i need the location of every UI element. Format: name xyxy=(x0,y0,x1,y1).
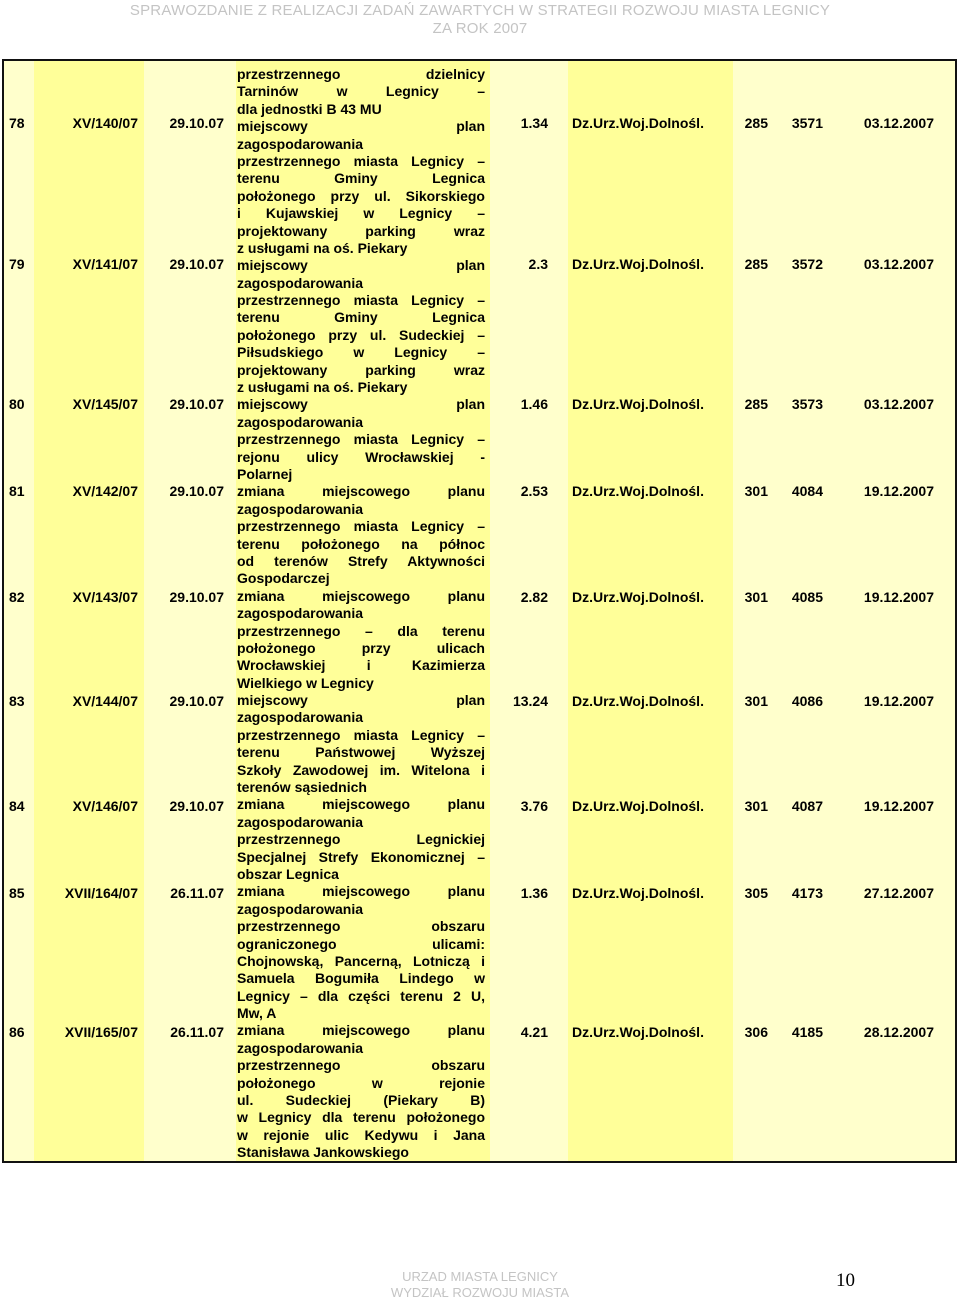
column-band-resolution xyxy=(34,61,144,1161)
description-line: terenu położonego na północ xyxy=(237,535,485,552)
resolution-date: 26.11.07 xyxy=(170,885,224,901)
journal-name: Dz.Urz.Woj.Dolnośl. xyxy=(572,115,704,131)
journal-volume: 301 xyxy=(744,483,768,499)
resolution-number: XV/142/07 xyxy=(72,483,138,499)
description-line: przestrzennego dzielnicy xyxy=(237,66,485,82)
description-line: przestrzennego Legnickiej xyxy=(237,831,485,848)
description-line: przestrzennego miasta Legnicy – xyxy=(237,726,485,743)
description-line: terenu Gminy Legnica xyxy=(237,170,485,187)
journal-volume: 285 xyxy=(744,396,768,412)
description-line: z usługami na oś. Piekary xyxy=(237,239,408,256)
journal-name: Dz.Urz.Woj.Dolnośl. xyxy=(572,483,704,499)
description-line: projektowany parking wraz xyxy=(237,222,485,239)
resolution-number: XV/146/07 xyxy=(72,798,138,814)
description-line: Chojnowską, Pancerną, Lotniczą i xyxy=(237,952,485,969)
journal-item: 4084 xyxy=(791,483,823,499)
description-line: projektowany parking wraz xyxy=(237,361,485,378)
area-ha: 4.21 xyxy=(520,1024,548,1040)
table-row xyxy=(4,394,955,414)
row-number: 83 xyxy=(9,693,25,709)
table-row xyxy=(4,796,955,816)
description-column xyxy=(237,66,485,1162)
running-header-year: ZA ROK 2007 xyxy=(432,20,528,37)
journal-name: Dz.Urz.Woj.Dolnośl. xyxy=(572,589,704,605)
area-ha: 1.34 xyxy=(520,115,548,131)
journal-volume: 306 xyxy=(744,1024,768,1040)
journal-volume: 305 xyxy=(744,885,768,901)
description-line: miejscowy plan xyxy=(237,396,485,413)
resolution-number: XVII/164/07 xyxy=(64,885,138,901)
description-line: od terenów Strefy Aktywności xyxy=(237,552,485,569)
page-number: 10 xyxy=(836,1270,855,1291)
description-line: zagospodarowania xyxy=(237,900,364,917)
resolution-number: XVII/165/07 xyxy=(64,1024,138,1040)
description-line: Mw, A xyxy=(237,1005,277,1022)
table-row xyxy=(4,883,955,903)
resolution-date: 29.10.07 xyxy=(169,256,224,272)
row-number: 79 xyxy=(9,256,25,272)
resolution-number: XV/145/07 xyxy=(72,396,138,412)
description-line: położonego w rejonie xyxy=(237,1074,485,1091)
description-line: Gospodarczej xyxy=(237,570,330,587)
row-number: 78 xyxy=(9,115,25,131)
description-line: zmiana miejscowego planu xyxy=(237,796,485,813)
area-ha: 3.76 xyxy=(520,798,548,814)
publication-date: 03.12.2007 xyxy=(863,396,934,412)
row-number: 80 xyxy=(9,396,25,412)
table-row xyxy=(4,481,955,501)
journal-name: Dz.Urz.Woj.Dolnośl. xyxy=(572,693,704,709)
description-line: zagospodarowania xyxy=(237,135,364,152)
description-line: Stanisława Jankowskiego xyxy=(237,1144,409,1161)
journal-item: 4173 xyxy=(791,885,823,901)
row-number: 85 xyxy=(9,885,25,901)
resolution-number: XV/143/07 xyxy=(72,589,138,605)
description-line: zmiana miejscowego planu xyxy=(237,483,485,500)
description-line: ul. Sudeckiej (Piekary B) xyxy=(237,1092,485,1109)
journal-volume: 285 xyxy=(744,256,768,272)
plans-table xyxy=(2,59,957,1163)
description-line: obszar Legnica xyxy=(237,865,339,882)
publication-date: 28.12.2007 xyxy=(863,1024,934,1040)
resolution-date: 29.10.07 xyxy=(169,798,224,814)
description-line: zmiana miejscowego planu xyxy=(237,1022,485,1039)
journal-volume: 301 xyxy=(744,589,768,605)
description-line: Piłsudskiego w Legnicy – xyxy=(237,344,485,361)
publication-date: 19.12.2007 xyxy=(863,483,934,499)
description-line: zmiana miejscowego planu xyxy=(237,587,485,604)
description-line: miejscowy plan xyxy=(237,692,485,709)
area-ha: 1.36 xyxy=(520,885,548,901)
footer-department: WYDZIAŁ ROZWOJU MIASTA xyxy=(390,1285,570,1300)
description-line: przestrzennego obszaru xyxy=(237,918,485,935)
journal-name: Dz.Urz.Woj.Dolnośl. xyxy=(572,396,704,412)
resolution-date: 29.10.07 xyxy=(169,693,224,709)
table-row xyxy=(4,691,955,711)
table-row xyxy=(4,254,955,274)
description-line: przestrzennego miasta Legnicy – xyxy=(237,431,485,448)
journal-item: 3573 xyxy=(791,396,823,412)
publication-date: 19.12.2007 xyxy=(863,693,934,709)
description-line: rejonu ulicy Wrocławskiej - xyxy=(237,448,485,465)
description-line: przestrzennego miasta Legnicy – xyxy=(237,152,485,169)
journal-volume: 301 xyxy=(744,798,768,814)
description-line: przestrzennego obszaru xyxy=(237,1057,485,1074)
journal-item: 3572 xyxy=(791,256,823,272)
description-line: położonego przy ul. Sikorskiego xyxy=(237,187,485,204)
description-line: Wielkiego w Legnicy xyxy=(237,674,374,691)
description-line: terenu Państwowej Wyższej xyxy=(237,744,485,761)
area-ha: 1.46 xyxy=(520,396,548,412)
journal-item: 3571 xyxy=(791,115,823,131)
journal-name: Dz.Urz.Woj.Dolnośl. xyxy=(572,256,704,272)
description-line: terenu Gminy Legnica xyxy=(237,309,485,326)
journal-name: Dz.Urz.Woj.Dolnośl. xyxy=(572,798,704,814)
description-line: zagospodarowania xyxy=(237,500,364,517)
publication-date: 03.12.2007 xyxy=(863,256,934,272)
journal-item: 4086 xyxy=(791,693,823,709)
journal-name: Dz.Urz.Woj.Dolnośl. xyxy=(572,885,704,901)
resolution-date: 29.10.07 xyxy=(169,396,224,412)
description-line: zagospodarowania xyxy=(237,1039,364,1056)
journal-volume: 301 xyxy=(744,693,768,709)
description-line: położonego przy ulicach xyxy=(237,639,485,656)
description-line: Legnicy – dla części terenu 2 U, xyxy=(237,987,485,1004)
footer-office: URZAD MIASTA LEGNICY xyxy=(402,1269,558,1284)
description-line: zagospodarowania xyxy=(237,709,364,726)
area-ha: 13.24 xyxy=(512,693,548,709)
description-line: zagospodarowania xyxy=(237,813,364,830)
row-number: 82 xyxy=(9,589,25,605)
resolution-date: 29.10.07 xyxy=(169,115,224,131)
description-line: zagospodarowania xyxy=(237,274,364,291)
description-line: dla jednostki B 43 MU xyxy=(237,100,382,117)
journal-item: 4185 xyxy=(791,1024,823,1040)
description-line: położonego przy ul. Sudeckiej – xyxy=(237,326,485,343)
journal-item: 4085 xyxy=(791,589,823,605)
resolution-date: 26.11.07 xyxy=(170,1024,224,1040)
resolution-number: XV/140/07 xyxy=(72,115,138,131)
area-ha: 2.53 xyxy=(520,483,548,499)
area-ha: 2.82 xyxy=(520,589,548,605)
running-header-title: SPRAWOZDANIE Z REALIZACJI ZADAŃ ZAWARTYCH W STRATEGII ROZWOJU MIASTA LEGNICY xyxy=(129,2,831,19)
description-line: terenów sąsiednich xyxy=(237,779,367,796)
description-line: zagospodarowania xyxy=(237,413,364,430)
description-line: Samuela Bogumiła Lindego w xyxy=(237,970,485,987)
description-line: przestrzennego – dla terenu xyxy=(237,622,485,639)
table-row xyxy=(4,113,955,133)
row-number: 81 xyxy=(9,483,25,499)
row-number: 86 xyxy=(9,1024,25,1040)
resolution-number: XV/141/07 xyxy=(72,256,138,272)
table-row xyxy=(4,1022,955,1042)
description-line: z usługami na oś. Piekary xyxy=(237,379,408,396)
description-line: miejscowy plan xyxy=(237,118,485,135)
journal-volume: 285 xyxy=(744,115,768,131)
description-line: zmiana miejscowego planu xyxy=(237,883,485,900)
description-line: Tarninów w Legnicy – xyxy=(237,83,485,100)
journal-name: Dz.Urz.Woj.Dolnośl. xyxy=(572,1024,704,1040)
resolution-date: 29.10.07 xyxy=(169,483,224,499)
publication-date: 27.12.2007 xyxy=(863,885,934,901)
resolution-number: XV/144/07 xyxy=(72,693,138,709)
publication-date: 03.12.2007 xyxy=(863,115,934,131)
description-line: miejscowy plan xyxy=(237,257,485,274)
publication-date: 19.12.2007 xyxy=(863,798,934,814)
description-line: w rejonie ulic Kedywu i Jana xyxy=(237,1126,485,1143)
description-line: Szkoły Zawodowej im. Witelona i xyxy=(237,761,485,778)
row-number: 84 xyxy=(9,798,25,814)
resolution-date: 29.10.07 xyxy=(169,589,224,605)
description-line: Polarnej xyxy=(237,465,293,482)
description-line: i Kujawskiej w Legnicy – xyxy=(237,205,485,222)
description-line: w Legnicy dla terenu położonego xyxy=(237,1109,485,1126)
description-line: przestrzennego miasta Legnicy – xyxy=(237,518,485,535)
description-line: Specjalnej Strefy Ekonomicznej – xyxy=(237,848,485,865)
column-band-journal xyxy=(568,61,733,1161)
area-ha: 2.3 xyxy=(528,256,548,272)
description-line: Wrocławskiej i Kazimierza xyxy=(237,657,485,674)
description-line: zagospodarowania xyxy=(237,605,364,622)
journal-item: 4087 xyxy=(791,798,823,814)
description-line: przestrzennego miasta Legnicy – xyxy=(237,292,485,309)
table-row xyxy=(4,587,955,607)
publication-date: 19.12.2007 xyxy=(863,589,934,605)
description-line: ograniczonego ulicami: xyxy=(237,935,485,952)
